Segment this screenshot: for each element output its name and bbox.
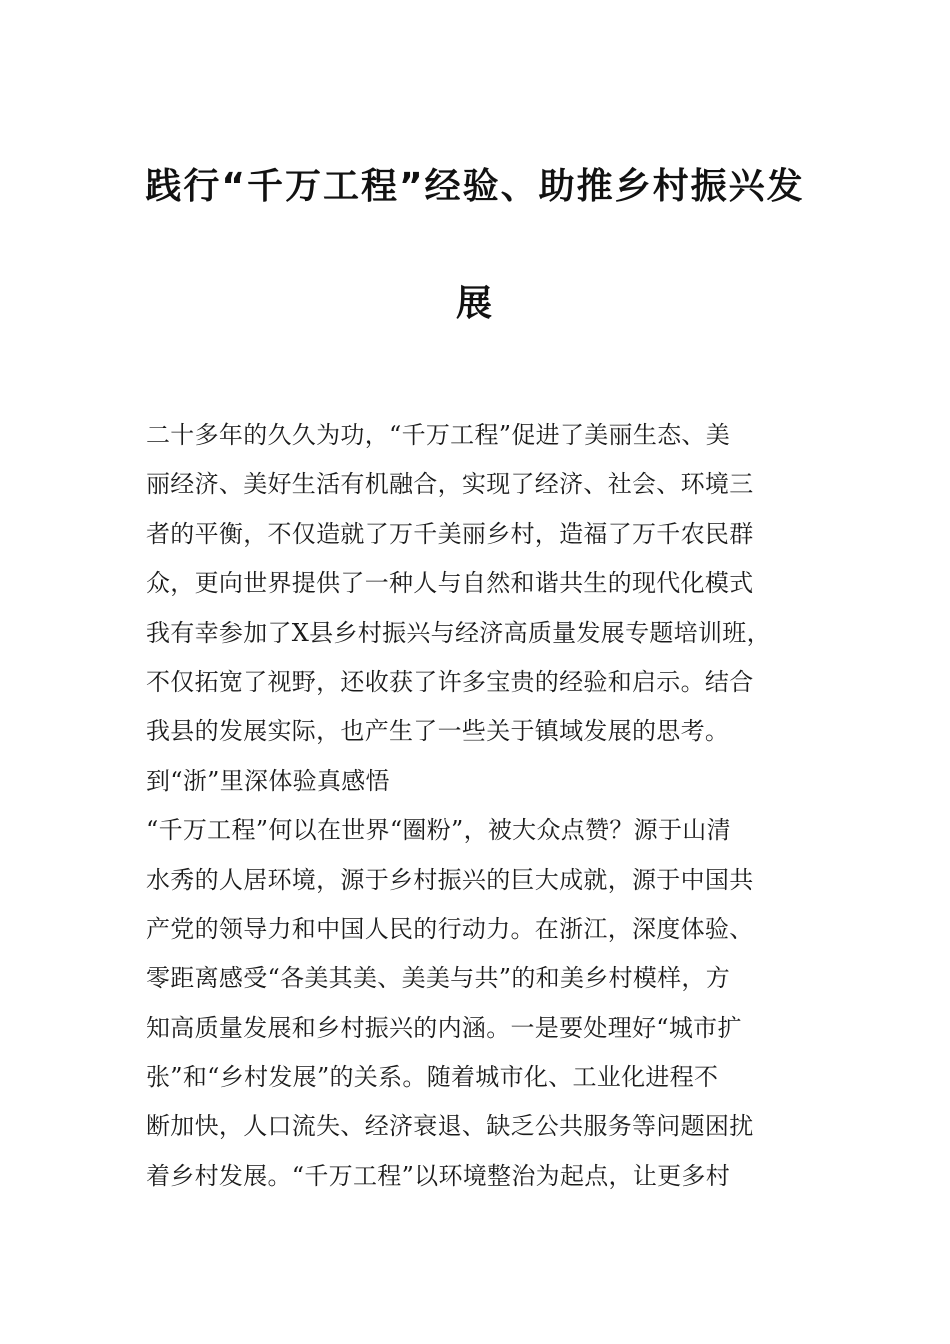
body-line: 众，更向世界提供了一种人与自然和谐共生的现代化模式 [146,569,754,598]
body-line: 零距离感受“各美其美、美美与共”的和美乡村模样，方 [146,964,731,993]
body-line: 水秀的人居环境，源于乡村振兴的巨大成就，源于中国共 [146,865,754,894]
body-line: 者的平衡，不仅造就了万千美丽乡村，造福了万千农民群 [146,519,754,548]
body-line: 产党的领导力和中国人民的行动力。在浙江，深度体验、 [146,914,754,943]
document-title-line-1: 践行“千万工程”经验、助推乡村振兴发 [145,166,805,207]
body-line: 知高质量发展和乡村振兴的内涵。一是要处理好“城市扩 [146,1013,742,1042]
section-heading: 到“浙”里深体验真感悟 [146,766,390,795]
body-line: 我有幸参加了X县乡村振兴与经济高质量发展专题培训班， [146,618,771,647]
body-line: “千万工程”何以在世界“圈粉”，被大众点赞？源于山清 [146,816,731,845]
body-line: 我县的发展实际，也产生了一些关于镇域发展的思考。 [146,717,730,746]
document-title-line-2: 展 [455,283,494,324]
body-line: 张”和“乡村发展”的关系。随着城市化、工业化进程不 [146,1063,719,1092]
body-line: 着乡村发展。“千万工程”以环境整治为起点，让更多村 [146,1161,731,1190]
body-line: 断加快，人口流失、经济衰退、缺乏公共服务等问题困扰 [146,1112,754,1141]
body-line: 二十多年的久久为功，“千万工程”促进了美丽生态、美 [146,421,731,449]
document-body [146,411,806,1201]
body-line: 不仅拓宽了视野，还收获了许多宝贵的经验和启示。结合 [146,667,754,696]
body-line: 丽经济、美好生活有机融合，实现了经济、社会、环境三 [146,470,754,499]
